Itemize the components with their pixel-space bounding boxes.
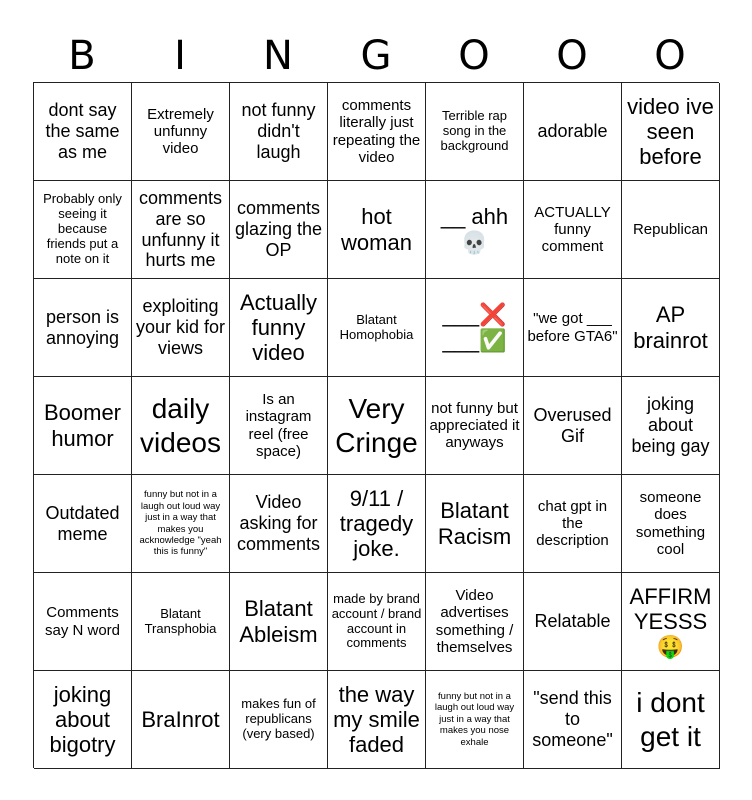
header-letter: O: [458, 33, 490, 79]
bingo-cell[interactable]: Blatant Ableism: [230, 573, 328, 671]
bingo-cell[interactable]: BraInrot: [132, 671, 230, 769]
bingo-board: [33, 82, 719, 768]
bingo-cell[interactable]: comments glazing the OP: [230, 181, 328, 279]
bingo-cell[interactable]: __ ahh 💀: [426, 181, 524, 279]
bingo-cell[interactable]: Boomer humor: [34, 377, 132, 475]
bingo-cell[interactable]: Is an instagram reel (free space): [230, 377, 328, 475]
bingo-cell[interactable]: made by brand account / brand account in comments: [328, 573, 426, 671]
bingo-cell[interactable]: Comments say N word: [34, 573, 132, 671]
bingo-cell[interactable]: adorable: [524, 83, 622, 181]
bingo-cell[interactable]: someone does something cool: [622, 475, 720, 573]
bingo-cell[interactable]: Extremely unfunny video: [132, 83, 230, 181]
bingo-cell[interactable]: Outdated meme: [34, 475, 132, 573]
bingo-cell[interactable]: not funny didn't laugh: [230, 83, 328, 181]
bingo-cell[interactable]: Very Cringe: [328, 377, 426, 475]
bingo-cell[interactable]: Terrible rap song in the background: [426, 83, 524, 181]
bingo-cell[interactable]: hot woman: [328, 181, 426, 279]
bingo-cell[interactable]: makes fun of republicans (very based): [230, 671, 328, 769]
bingo-cell[interactable]: 9/11 / tragedy joke.: [328, 475, 426, 573]
bingo-cell[interactable]: "send this to someone": [524, 671, 622, 769]
bingo-cell[interactable]: "we got ___ before GTA6": [524, 279, 622, 377]
bingo-header: [33, 30, 719, 82]
bingo-cell[interactable]: i dont get it: [622, 671, 720, 769]
bingo-cell[interactable]: Video advertises something / themselves: [426, 573, 524, 671]
bingo-cell[interactable]: AP brainrot: [622, 279, 720, 377]
bingo-cell[interactable]: comments literally just repeating the video: [328, 83, 426, 181]
header-letter: O: [654, 33, 686, 79]
header-letter: N: [263, 33, 293, 79]
bingo-cell[interactable]: chat gpt in the description: [524, 475, 622, 573]
bingo-cell[interactable]: video ive seen before: [622, 83, 720, 181]
header-letter: I: [174, 33, 186, 79]
bingo-cell[interactable]: joking about being gay: [622, 377, 720, 475]
bingo-cell[interactable]: comments are so unfunny it hurts me: [132, 181, 230, 279]
bingo-cell[interactable]: the way my smile faded: [328, 671, 426, 769]
bingo-cell[interactable]: ___❌ ___✅: [426, 279, 524, 377]
bingo-cell[interactable]: Actually funny video: [230, 279, 328, 377]
header-letter: O: [556, 33, 588, 79]
bingo-cell[interactable]: Overused Gif: [524, 377, 622, 475]
bingo-cell[interactable]: Blatant Transphobia: [132, 573, 230, 671]
bingo-cell[interactable]: person is annoying: [34, 279, 132, 377]
bingo-cell[interactable]: funny but not in a laugh out loud way just in a way that makes you nose exhale: [426, 671, 524, 769]
bingo-cell[interactable]: Relatable: [524, 573, 622, 671]
bingo-cell[interactable]: Probably only seeing it because friends put a note on it: [34, 181, 132, 279]
bingo-cell[interactable]: not funny but appreciated it anyways: [426, 377, 524, 475]
header-letter: B: [68, 33, 96, 79]
header-letter: G: [360, 33, 392, 79]
bingo-cell[interactable]: Blatant Homophobia: [328, 279, 426, 377]
bingo-cell[interactable]: Video asking for comments: [230, 475, 328, 573]
bingo-cell[interactable]: exploiting your kid for views: [132, 279, 230, 377]
bingo-cell[interactable]: AFFIRM YESSS 🤑: [622, 573, 720, 671]
bingo-cell[interactable]: daily videos: [132, 377, 230, 475]
bingo-cell[interactable]: Republican: [622, 181, 720, 279]
bingo-cell[interactable]: ACTUALLY funny comment: [524, 181, 622, 279]
bingo-cell[interactable]: Blatant Racism: [426, 475, 524, 573]
bingo-cell[interactable]: dont say the same as me: [34, 83, 132, 181]
bingo-cell[interactable]: joking about bigotry: [34, 671, 132, 769]
bingo-cell[interactable]: funny but not in a laugh out loud way just in a way that makes you acknowledge "yeah this is funny": [132, 475, 230, 573]
